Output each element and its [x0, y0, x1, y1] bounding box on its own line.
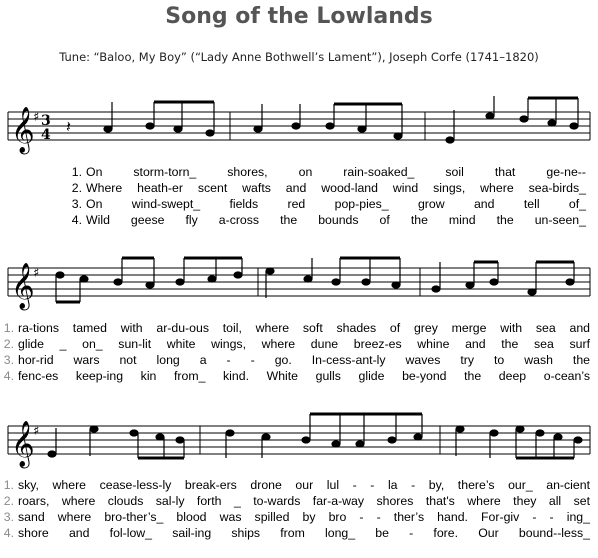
page-title: Song of the Lowlands [165, 4, 433, 29]
staff-system-3 [0, 414, 598, 480]
treble-clef-icon: 𝄞 [11, 107, 35, 153]
treble-clef-icon: 𝄞 [11, 421, 35, 467]
verse-line: 3. sand where bro-ther’s_ blood was spilled by bro - - ther’s hand. For-giv - - ing_ [3, 510, 590, 524]
verse-line: 1. sky, where cease-less-ly break-ers drone our lul - - la - by, there’s our_ an-cient [3, 478, 590, 492]
verse-line: 4. shore and fol-low_ sail-ing ships from long_ be - fore. Our bound--less_ [3, 526, 590, 540]
tune-attribution: Tune: “Baloo, My Boy” (“Lady Anne Bothwell’s Lament”), Joseph Corfe (1741–1820) [59, 50, 539, 64]
verse-line: 4. fenc-es keep-ing kin from_ kind. White gulls glide be-yond the deep o-cean’s [3, 369, 590, 383]
treble-clef-icon: 𝄞 [11, 263, 35, 309]
rest-icon: 𝄽 [66, 117, 71, 136]
verse-line: 1. ra-tions tamed with ar-du-ous toil, where soft shades of grey merge with sea and [3, 321, 590, 335]
verse-line: 2. glide _ on_ sun-lit white wings, where dune breez-es whine and the sea surf [3, 337, 590, 351]
time-signature-top: 3 [41, 113, 51, 129]
verse-line: 2. Where heath-er scent wafts and wood-land wind sings, where sea-birds_ [71, 181, 586, 195]
verse-line: 2. roars, where clouds sal-ly forth _ to-wards far-a-way shores that's where they all set [3, 494, 590, 508]
verse-line: 3. On wind-swept_ fields red pop-pies_ grow and tell of_ [71, 197, 586, 211]
staff-system-2 [0, 258, 598, 324]
key-signature-sharp: ♯ [33, 110, 40, 125]
staff-system-1 [0, 96, 598, 166]
verse-line: 4. Wild geese fly a-cross the bounds of the mind the un-seen_ [71, 213, 586, 227]
verse-line: 3. hor-rid wars not long a - - go. In-cess-ant-ly waves try to wash the [3, 353, 590, 367]
verse-line: 1. On storm-torn_ shores, on rain-soaked_ soil that ge-ne-- [71, 165, 586, 179]
time-signature-bottom: 4 [41, 127, 51, 143]
key-signature-sharp: ♯ [33, 266, 40, 281]
key-signature-sharp: ♯ [33, 424, 40, 439]
